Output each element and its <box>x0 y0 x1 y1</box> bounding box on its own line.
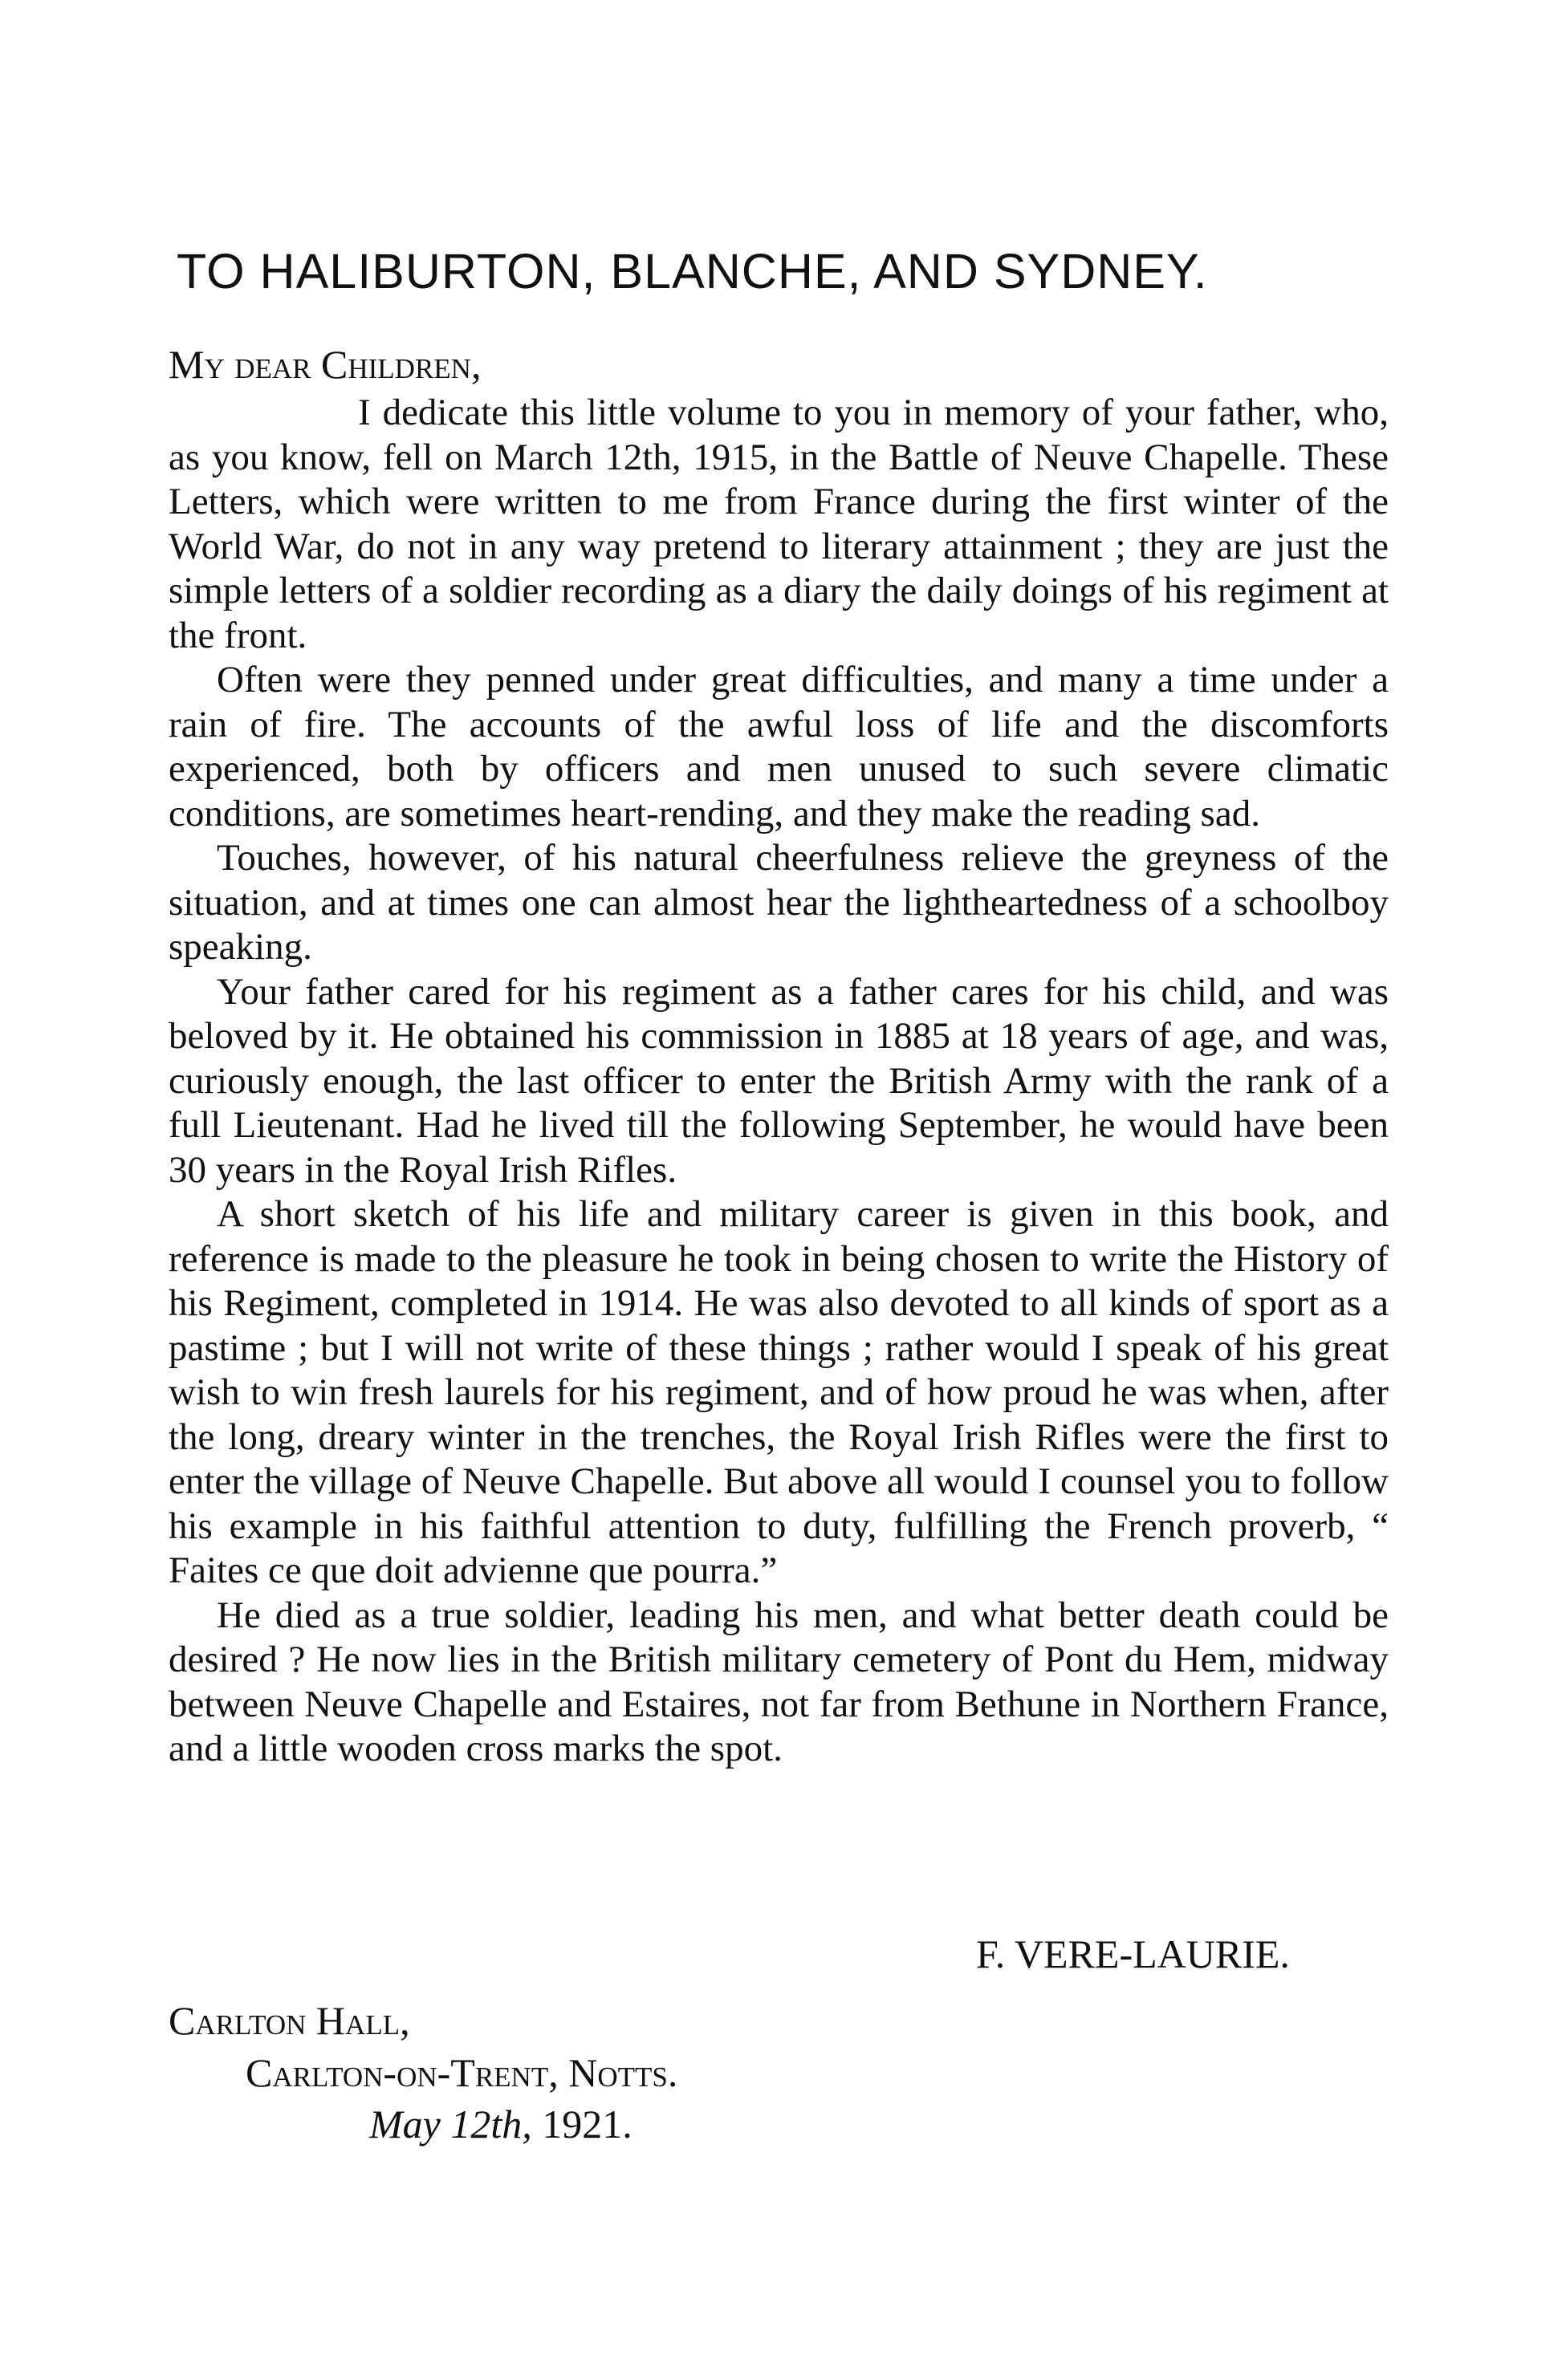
paragraph-4: Your father cared for his regiment as a father cares for his child, and was beloved by it. He obtained his commission in 1885 at 18 years of age, and was, curiously enough, the last officer to enter the British Army with the rank of a full Lieutenant. Had he lived till the following September, he would have been 30 years in the Royal Irish Rifles. <box>169 970 1389 1191</box>
paragraph-6: He died as a true soldier, leading his men, and what better death could be desired ? He now lies in the British military cemetery of Pont du Hem, midway between Neuve Chapelle and Estaires, not far from Bethune in Northern France, and a little wooden cross marks the spot. <box>169 1594 1389 1769</box>
dedication-title: TO HALIBURTON, BLANCHE, AND SYDNEY. <box>177 244 1208 299</box>
salutation: My dear Children, <box>169 342 482 387</box>
signature: F. VERE-LAURIE. <box>976 1931 1290 1976</box>
paragraph-2: Often were they penned under great difficulties, and many a time under a rain of fire. The accounts of the awful loss of life and the discomforts experienced, both by officers and men unused to such severe climatic conditions, are sometimes heart-rending, and they make the reading sad. <box>169 659 1389 835</box>
paragraph-5: A short sketch of his life and military career is given in this book, and reference is made to the pleasure he took in being chosen to write the History of his Regiment, completed in 1914. He was also devoted to all kinds of sport as a pastime ; but I will not write of these things ; rather would I speak of his great wish to win fresh laurels for his regiment, and of how proud he was when, after the long, dreary winter in the trenches, the Royal Irish Rifles were the first to enter the village of Neuve Chapelle. But above all would I counsel you to follow his example in his faithful attention to duty, fulfilling the French proverb, “ Faites ce que doit advienne que pourra.” <box>169 1193 1389 1591</box>
date-line <box>369 2100 633 2148</box>
date-month-day: May 12th, <box>369 2102 532 2146</box>
dedication-body <box>169 341 1389 1772</box>
address-line-1: Carlton Hall, <box>169 1998 410 2043</box>
date-year: 1921. <box>542 2102 633 2146</box>
paragraph-1: I dedicate this little volume to you in memory of your father, who, as you know, fell on March 12th, 1915, in the Battle of Neuve Chapelle. These Letters, which were written to me from France during the first winter of the World War, do not in any way pretend to literary attainment ; they are just the simple letters of a soldier recording as a diary the daily doings of his regiment at the front. <box>169 392 1389 656</box>
paragraph-3: Touches, however, of his natural cheerfulness relieve the greyness of the situation, and at times one can almost hear the lightheartedness of a schoolboy speaking. <box>169 837 1389 968</box>
address-line-2: Carlton-on-Trent, Notts. <box>246 2050 678 2095</box>
